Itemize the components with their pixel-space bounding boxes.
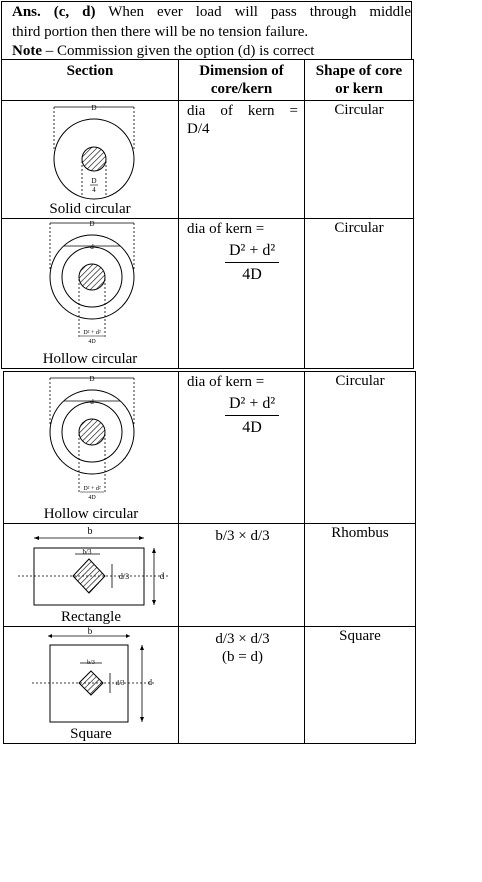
label-kern-formula-den-2: 4D — [88, 495, 96, 501]
section-hollow-circular-2 — [4, 372, 179, 524]
label-b-square: b — [87, 627, 93, 636]
section-square — [4, 627, 179, 744]
label-b3: b/3 — [82, 548, 92, 556]
label-outer-D: D — [89, 220, 95, 228]
section-solid-circular — [2, 101, 179, 219]
shape-rectangle: Rhombus — [305, 524, 416, 627]
label-d3: d/3 — [118, 572, 130, 581]
label-kern-formula-num-2: D² + d² — [83, 486, 101, 492]
header-shape: Shape of core or kern — [305, 60, 414, 101]
dimension-hollow-circular-1: dia of kern = $\frac{\text{D² + d²}}{4D}$ — [179, 219, 305, 369]
label-d-square: d — [148, 678, 152, 687]
dimension-hollow-circular-2: dia of kern = $\frac{\text{D² + d²}}{4D}$ — [179, 372, 305, 524]
kern-fraction-2: $\frac{\text{D² + d²}}{4D}$ — [225, 395, 279, 437]
label-kern-numerator: D — [91, 177, 97, 185]
answer-label: Ans. (c, d) — [12, 4, 96, 20]
label-outer-diameter: D — [91, 104, 97, 112]
caption-rectangle: Rectangle — [61, 609, 121, 625]
header-dimension: Dimension of core/kern — [179, 60, 305, 101]
kern-table-upper — [1, 59, 414, 369]
caption-hollow-circular-2: Hollow circular — [43, 506, 139, 522]
label-b: b — [87, 526, 93, 537]
label-inner-d-2: d — [90, 398, 94, 406]
label-outer-D-2: D — [89, 375, 95, 383]
note-label: Note — [12, 43, 42, 59]
label-d: d — [159, 571, 165, 581]
dimension-square: d/3 × d/3 (b = d) — [179, 627, 305, 744]
answer-block — [1, 1, 412, 59]
section-hollow-circular-1 — [2, 219, 179, 369]
note-text: – Commission given the option (d) is correct — [42, 43, 315, 59]
section-rectangle — [4, 524, 179, 627]
shape-hollow-circular-1: Circular — [305, 219, 414, 369]
header-section: Section — [2, 60, 179, 101]
kern-table-lower — [3, 371, 416, 744]
dimension-rectangle: b/3 × d/3 — [179, 524, 305, 627]
answer-line-2: third portion then there will be no tension failure. — [12, 23, 309, 40]
dimension-solid-circular: dia of kern = D/4 — [179, 101, 305, 219]
answer-line-1 — [12, 3, 411, 23]
hollow-circular-diagram-2 — [4, 372, 179, 524]
kern-fraction-1: $\frac{\text{D² + d²}}{4D}$ — [225, 242, 279, 284]
shape-solid-circular: Circular — [305, 101, 414, 219]
hollow-circular-diagram-1 — [2, 219, 179, 369]
label-d3-square: d/3 — [115, 679, 125, 687]
label-kern-denominator: 4 — [92, 186, 96, 194]
caption-solid-circular: Solid circular — [49, 201, 131, 217]
caption-hollow-circular-1: Hollow circular — [42, 351, 138, 367]
label-b3-square: b/3 — [87, 660, 95, 666]
answer-text-1: When ever load will pass through middle — [108, 4, 411, 20]
label-inner-d: d — [90, 243, 94, 251]
shape-hollow-circular-2: Circular — [305, 372, 416, 524]
shape-square: Square — [305, 627, 416, 744]
label-kern-formula-den: 4D — [88, 339, 96, 345]
label-kern-formula-num: D² + d² — [83, 330, 101, 336]
caption-square: Square — [70, 726, 112, 742]
